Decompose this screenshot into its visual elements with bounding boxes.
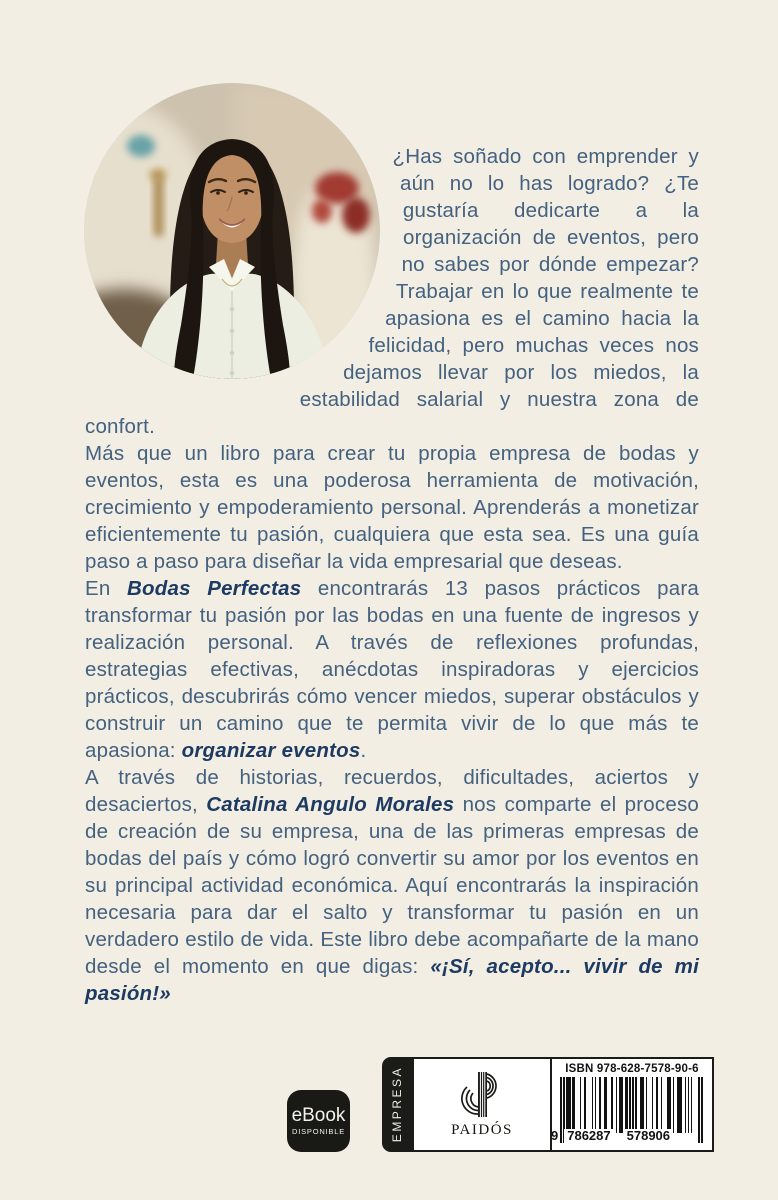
- publisher-name: PAIDÓS: [451, 1122, 513, 1138]
- ebook-badge-subtitle: DISPONIBLE: [291, 1127, 345, 1136]
- motivation-paragraph: Más que un libro para crear tu propia empresa de bodas y eventos, esta es una poderosa herramienta de motivación, crecimiento y empoderamiento personal. Aprenderás a monetizar eficientemente tu pasión, cualquiera que esta sea. Es una guía paso a paso para diseñar la vida empresarial que deseas.: [85, 442, 699, 573]
- category-tab: [382, 1057, 412, 1152]
- category-label: EMPRESA: [390, 1066, 404, 1143]
- author-story-paragraph: A través de historias, recuerdos, dificultades, aciertos y desaciertos, Catalina Angulo Morales nos comparte el proceso de creación de su empresa, una de las primeras empresas de bodas del país y cómo logró convertir su amor por los eventos en su principal actividad económica. Aquí encontrarás la inspiración necesaria para dar el salto y transformar tu pasión en un verdadero estilo de vida. Este libro debe acompañarte de la mano desde el momento en que digas: «¡Sí, acepto... vivir de mi pasión!»: [85, 766, 700, 1005]
- barcode-digit-first: 9: [551, 1128, 559, 1143]
- barcode: [551, 1077, 704, 1143]
- book-content-paragraph: En Bodas Perfectas encontrarás 13 pasos prácticos para transformar tu pasión por las bodas en una fuente de ingresos y realización personal. A través de reflexiones profundas, estrategias efectivas, anécdotas inspiradoras y ejercicios prácticos, descubrirás cómo vencer miedos, superar obstáculos y construir un camino que te permita vivir de lo que más te apasiona: organizar eventos.: [85, 577, 699, 762]
- back-cover-text: [85, 143, 699, 1007]
- paidos-logo-icon: [460, 1070, 504, 1120]
- isbn-label: ISBN 978-628-7578-90-6: [565, 1063, 699, 1075]
- publisher-white-box: [412, 1057, 714, 1152]
- barcode-panel: [552, 1059, 712, 1150]
- barcode-digits: [551, 1129, 704, 1143]
- intro-paragraph-text: ¿Has soñado con emprender y aún no lo has logrado? ¿Te gustaría dedicarte a la organización de eventos, pero no sabes por dónde empezar? Trabajar en lo que realmente te apasiona es el camino hacia la felicidad, pero muchas veces nos dejamos llevar por los miedos, la estabilidad salarial y nuestra zona de confort.: [85, 145, 699, 438]
- publisher-panel: [414, 1059, 552, 1150]
- ebook-badge-title: eBook: [291, 1105, 346, 1126]
- publisher-barcode-block: [382, 1057, 714, 1152]
- ebook-available-badge: [287, 1090, 350, 1152]
- barcode-digit-group2: 578906: [624, 1129, 673, 1143]
- intro-paragraph: [85, 143, 699, 440]
- barcode-digit-group1: 786287: [564, 1129, 613, 1143]
